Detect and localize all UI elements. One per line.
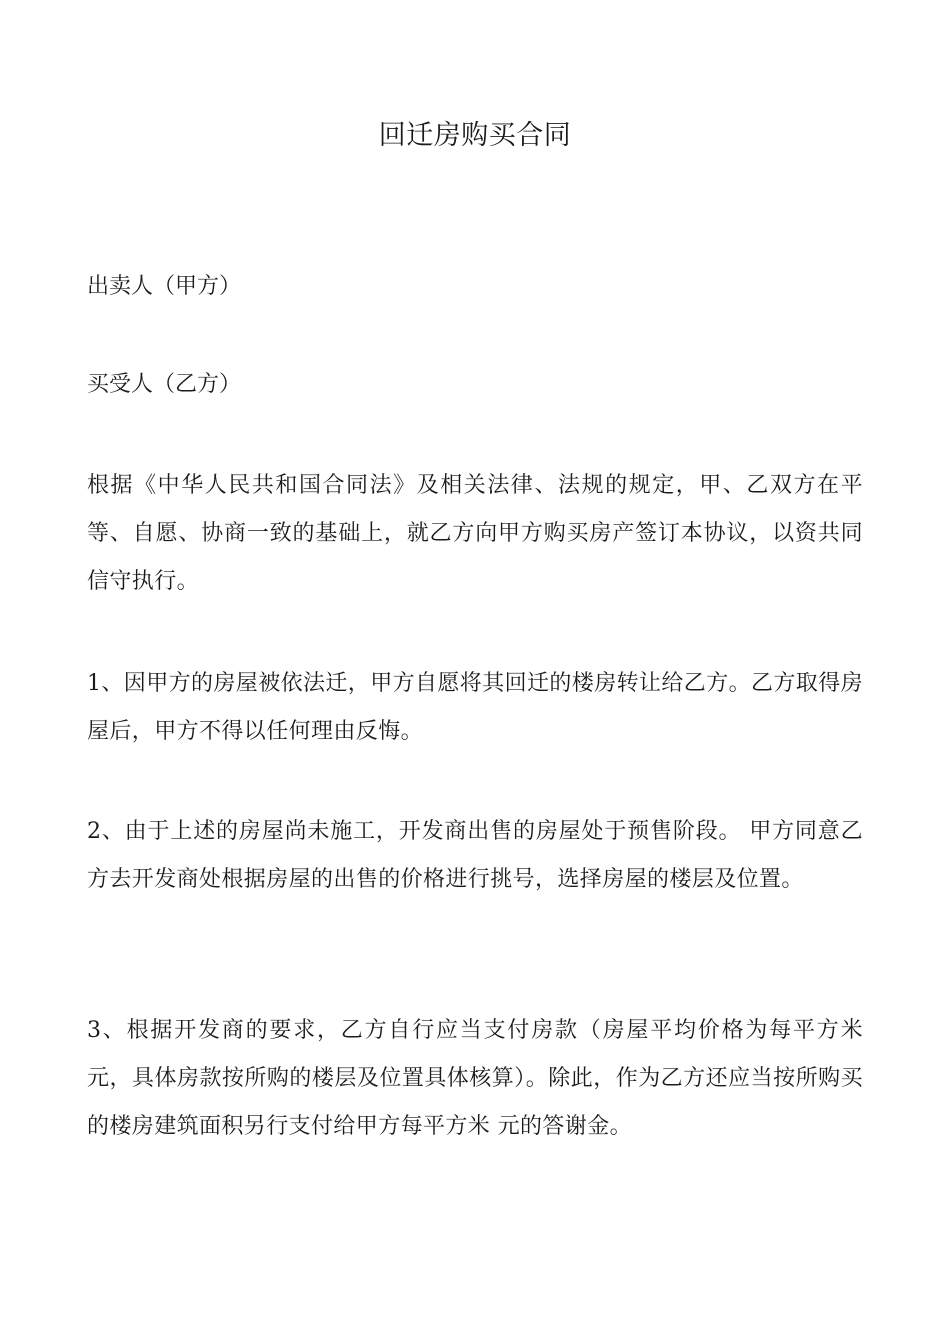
clause-1: 1、因甲方的房屋被依法迁，甲方自愿将其回迁的楼房转让给乙方。乙方取得房屋后，甲方不得以任何理由反悔。 <box>87 671 863 744</box>
document-title: 回迁房购买合同 <box>378 120 572 151</box>
seller-label: 出卖人（甲方） <box>87 274 242 299</box>
clause-2: 2、由于上述的房屋尚未施工，开发商出售的房屋处于预售阶段。 甲方同意乙方去开发商处根据房屋的出售的价格进行挑号，选择房屋的楼层及位置。 <box>87 819 863 892</box>
intro-paragraph: 根据《中华人民共和国合同法》及相关法律、法规的规定，甲、乙双方在平等、自愿、协商一致的基础上，就乙方向甲方购买房产签订本协议，以资共同信守执行。 <box>87 473 863 594</box>
clause-3: 3、根据开发商的要求，乙方自行应当支付房款（房屋平均价格为每平方米 元，具体房款按所购的楼层及位置具体核算）。除此，作为乙方还应当按所购买的楼房建筑面积另行支付给甲方每平方米 元的答谢金。 <box>87 1018 863 1139</box>
buyer-label: 买受人（乙方） <box>87 372 242 397</box>
